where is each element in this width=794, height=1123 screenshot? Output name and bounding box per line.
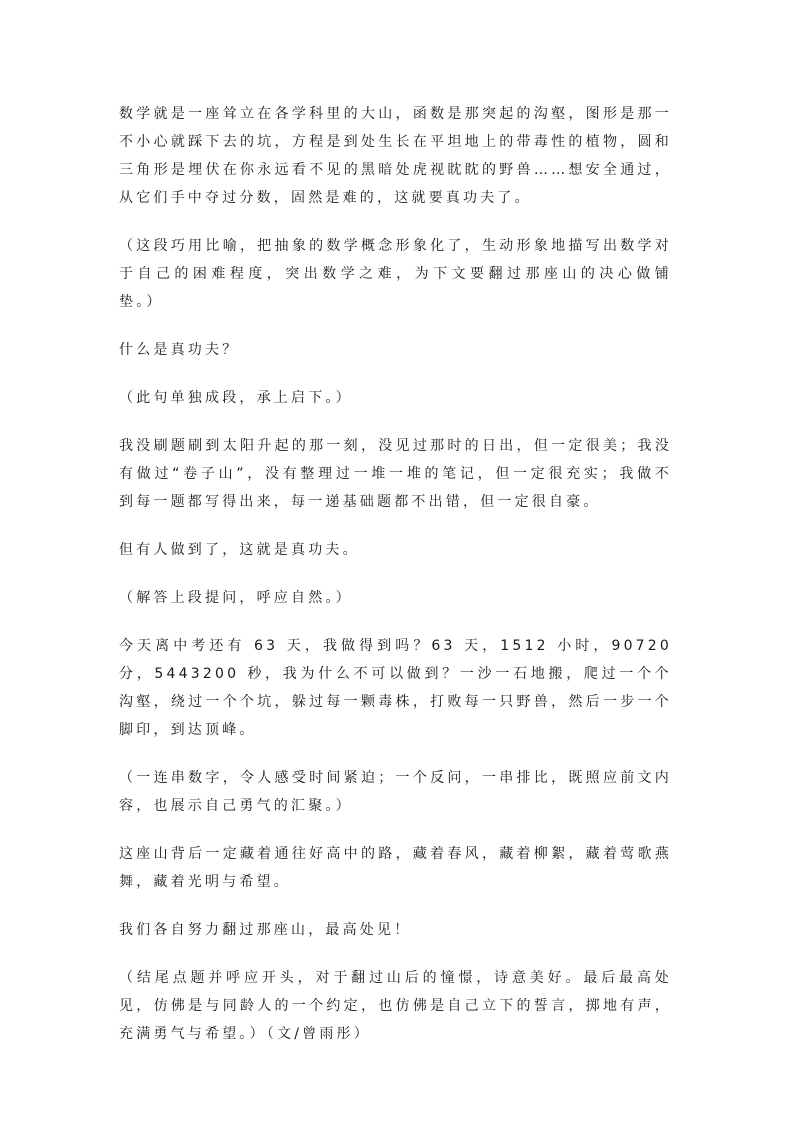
paragraph-9-comment: （一连串数字，令人感受时间紧迫；一个反问，一串排比，既照应前文内容，也展示自己勇气的汇聚。）	[119, 770, 672, 814]
document-body	[119, 100, 672, 1068]
paragraph-1: 数学就是一座耸立在各学科里的大山，函数是那突起的沟壑，图形是那一不小心就踩下去的坑，方程是到处生长在平坦地上的带毒性的植物，圆和三角形是埋伏在你永远看不见的黑暗处虎视眈眈的野兽……想安全通过，从它们手中夺过分数，固然是难的，这就要真功夫了。	[119, 106, 672, 206]
paragraph-3-question: 什么是真功夫？	[119, 342, 240, 358]
paragraph-11: 我们各自努力翻过那座山，最高处见！	[119, 922, 412, 938]
paragraph-7-comment: （解答上段提问，呼应自然。）	[119, 590, 353, 606]
paragraph-10: 这座山背后一定藏着通往好高中的路，藏着春风，藏着柳絮，藏着莺歌燕舞，藏着光明与希望。	[119, 846, 672, 890]
paragraph-5: 我没刷题刷到太阳升起的那一刻，没见过那时的日出，但一定很美；我没有做过“卷子山”，没有整理过一堆一堆的笔记，但一定很充实；我做不到每一题都写得出来，每一递基础题都不出错，但一定很自豪。	[119, 438, 672, 510]
paragraph-2-comment: （这段巧用比喻，把抽象的数学概念形象化了，生动形象地描写出数学对于自己的困难程度，突出数学之难，为下文要翻过那座山的决心做铺垫。）	[119, 238, 672, 310]
paragraph-12-comment: （结尾点题并呼应开头，对于翻过山后的憧憬，诗意美好。最后最高处见，仿佛是与同龄人的一个约定，也仿佛是自己立下的誓言，掷地有声，充满勇气与希望。）（文/曾雨彤）	[119, 970, 672, 1042]
paragraph-6: 但有人做到了，这就是真功夫。	[119, 542, 360, 558]
paragraph-8: 今天离中考还有 63 天，我做得到吗？63 天，1512 小时，90720 分，5443200 秒，我为什么不可以做到？一沙一石地搬，爬过一个个沟壑，绕过一个个坑，躲过每一颗毒株，打败每一只野兽，然后一步一个脚印，到达顶峰。	[119, 638, 672, 738]
paragraph-4-comment: （此句单独成段，承上启下。）	[119, 390, 353, 406]
